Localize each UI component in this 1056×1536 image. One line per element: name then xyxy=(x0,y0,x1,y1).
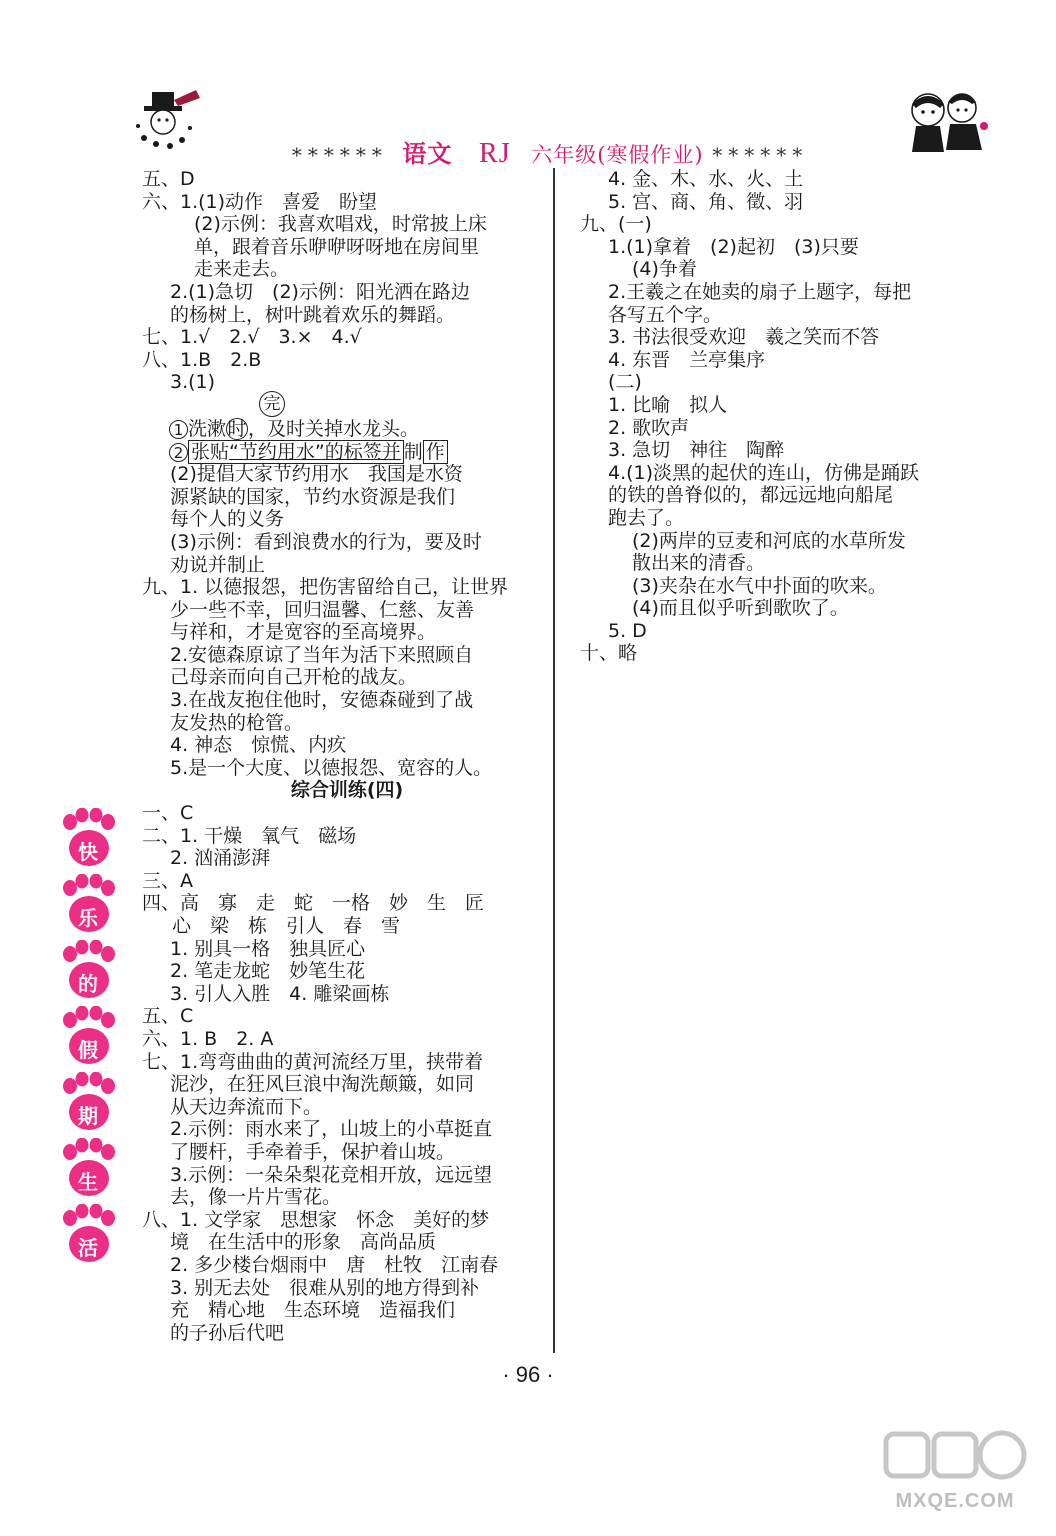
answer-line: 2.示例：雨水来了，山坡上的小草挺直 xyxy=(170,1118,493,1141)
page-number: · 96 · xyxy=(502,1362,554,1387)
paw-badge-char: 的 xyxy=(78,972,98,996)
figure-line-1 xyxy=(142,393,542,441)
column-divider xyxy=(553,168,555,1353)
left-answer-lines-2 xyxy=(142,463,542,1344)
answer-line: 己母亲而向自己开枪的战友。 xyxy=(170,666,418,689)
paw-badge xyxy=(58,940,118,1006)
answer-line: 3. 书法很受欢迎 羲之笑而不答 xyxy=(608,326,880,349)
answer-line: (4)而且似乎听到歌吹了。 xyxy=(632,597,849,620)
answer-line: 4.(1)淡黑的起伏的连山，仿佛是踊跃 xyxy=(608,461,920,484)
answer-line: 1. 比喻 拟人 xyxy=(608,393,728,416)
answer-line: 四、高 寡 走 蛇 一格 妙 生 匠 xyxy=(142,892,485,915)
paw-badge-char: 乐 xyxy=(78,906,98,930)
answer-line: 八、1. 文学家 思想家 怀念 美好的梦 xyxy=(142,1208,490,1231)
answer-line: 六、1. B 2. A xyxy=(142,1027,274,1050)
answer-line: 的杨树上，树叶跳着欢乐的舞蹈。 xyxy=(170,303,456,326)
side-badges xyxy=(58,808,128,1270)
answer-line: 3. 引人入胜 4. 雕梁画栋 xyxy=(170,982,390,1005)
answer-line: 4. 神态 惊慌、内疚 xyxy=(170,734,347,757)
answer-line: 友发热的枪管。 xyxy=(170,711,304,734)
answer-line: 九、1. 以德报怨，把伤害留给自己，让世界 xyxy=(142,576,509,599)
answer-line: (3)夹杂在水气中扑面的吹来。 xyxy=(632,574,887,597)
answer-line: 源紧缺的国家，节约水资源是我们 xyxy=(170,485,456,508)
figure-line-2 xyxy=(142,441,542,464)
answer-line: 2.(1)急切 (2)示例：阳光洒在路边 xyxy=(170,280,470,303)
answer-line: 七、1.√ 2.√ 3.× 4.√ xyxy=(142,326,362,349)
answer-line: 九、(一) xyxy=(580,213,652,236)
header-title xyxy=(230,134,870,170)
paw-badge-char: 生 xyxy=(78,1170,98,1194)
answer-line: 二、1. 干燥 氧气 磁场 xyxy=(142,824,357,847)
answer-line: 的子孙后代吧 xyxy=(170,1321,285,1344)
answer-line: 少一些不幸，回归温馨、仁慈、友善 xyxy=(170,598,475,621)
answer-line: (二) xyxy=(608,371,642,394)
answer-line: 从天边奔流而下。 xyxy=(170,1095,323,1118)
watermark-text: MXQE.COM xyxy=(895,1490,1015,1512)
snowman-decoration-icon xyxy=(130,86,210,156)
answer-line: 走来走去。 xyxy=(194,258,290,281)
answer-line: 劝说并制止 xyxy=(170,553,266,576)
figure-line2-text-c: 制 xyxy=(403,440,423,463)
answer-line: 五、D xyxy=(142,168,195,190)
section-title: 综合训练(四) xyxy=(290,779,404,802)
answer-line: 5. D xyxy=(608,619,647,642)
figure-underlined-text: “节约用水”的标签并 xyxy=(229,440,401,463)
answer-line: 3.(1) xyxy=(170,371,216,394)
answer-line: 去，像一片片雪花。 xyxy=(170,1186,342,1209)
paw-badge xyxy=(58,1138,118,1204)
paw-badge xyxy=(58,1006,118,1072)
figure-boxed-text xyxy=(188,440,404,464)
answer-line: 2. 笔走龙蛇 妙笔生花 xyxy=(170,960,366,983)
answer-line: 2.安德森原谅了当年为活下来照顾自 xyxy=(170,643,474,666)
answer-line: 了腰杆，手牵着手，保护着山坡。 xyxy=(170,1140,456,1163)
answer-line: 5.是一个大度、以德报怨、宽容的人。 xyxy=(170,756,493,779)
header-stars-right: ****** xyxy=(712,143,809,167)
answer-line: (2)两岸的豆麦和河底的水草所发 xyxy=(632,529,906,552)
answer-line: 3. 急切 神往 陶醉 xyxy=(608,439,785,462)
header-edition: RJ xyxy=(479,138,511,169)
answer-line: 心 梁 栋 引人 春 雪 xyxy=(172,915,401,937)
answer-line: 的铁的兽脊似的，都远远地向船尾 xyxy=(608,484,894,507)
answer-line: 七、1.弯弯曲曲的黄河流经万里，挟带着 xyxy=(142,1050,484,1073)
header-subject: 语文 xyxy=(402,139,453,168)
paw-badge xyxy=(58,1072,118,1138)
correction-mark: 完 xyxy=(259,391,285,417)
answer-line: 三、A xyxy=(142,869,193,892)
paw-badge-char: 活 xyxy=(78,1236,98,1260)
answer-line: 2. 汹涌澎湃 xyxy=(170,847,271,870)
answer-line: 1.(1)拿着 (2)起初 (3)只要 xyxy=(608,235,859,258)
header-grade: 六年级(寒假作业) xyxy=(531,143,704,167)
answer-line: 3. 别无去处 很难从别的地方得到补 xyxy=(170,1276,480,1299)
answer-line: 充 精心地 生态环境 造福我们 xyxy=(170,1299,456,1322)
right-answer-lines xyxy=(580,168,980,665)
answer-line: 2. 多少楼台烟雨中 唐 杜牧 江南春 xyxy=(170,1253,499,1276)
answer-line: 2.王羲之在她卖的扇子上题字，每把 xyxy=(608,280,912,303)
page-header xyxy=(0,86,1056,169)
watermark-logo-icon xyxy=(880,1420,1030,1490)
answer-line: 跑去了。 xyxy=(608,506,685,529)
answer-line: 1. 别具一格 独具匠心 xyxy=(170,937,366,960)
paw-badge xyxy=(58,808,118,874)
figure-line1-text-a: 洗漱 xyxy=(188,417,227,440)
kids-decoration-icon xyxy=(900,86,990,158)
answer-line: 各写五个字。 xyxy=(608,303,723,326)
answer-line: 境 在生活中的形象 高尚品质 xyxy=(170,1231,437,1254)
answer-line: 4. 金、木、水、火、土 xyxy=(608,168,804,190)
paw-badge-char: 假 xyxy=(78,1038,98,1062)
right-column xyxy=(580,168,980,665)
answer-line: 每个人的义务 xyxy=(170,508,285,531)
answer-line: (3)示例：看到浪费水的行为，要及时 xyxy=(170,530,482,553)
watermark xyxy=(880,1420,1030,1520)
answer-line: (4)争着 xyxy=(632,258,697,281)
left-answer-lines xyxy=(142,168,542,394)
answer-line: 2. 歌吹声 xyxy=(608,416,690,439)
paw-badge xyxy=(58,874,118,940)
paw-badge-char: 快 xyxy=(78,840,98,864)
figure-line2-text-a: 张贴 xyxy=(191,440,230,463)
answer-line: 泥沙，在狂风巨浪中淘洗颠簸，如同 xyxy=(170,1073,475,1096)
figure-circled-char: 时 xyxy=(227,418,247,441)
answer-line: (2)示例：我喜欢唱戏，时常披上床 xyxy=(194,213,487,236)
header-stars-left: ****** xyxy=(291,143,388,167)
answer-line: 3.示例：一朵朵梨花竞相开放，远远望 xyxy=(170,1163,493,1186)
answer-line: 与祥和，才是宽容的至高境界。 xyxy=(170,621,437,644)
answer-line: 单，跟着音乐咿咿呀呀地在房间里 xyxy=(194,235,480,258)
paw-badge-char: 期 xyxy=(78,1104,98,1128)
answer-line: 3.在战友抱住他时，安德森碰到了战 xyxy=(170,689,474,712)
answer-line: 八、1.B 2.B xyxy=(142,348,262,371)
answer-line: 5. 宫、商、角、徵、羽 xyxy=(608,190,804,213)
answer-line: 十、略 xyxy=(580,642,638,665)
answer-line: 散出来的清香。 xyxy=(632,552,766,575)
answer-line: (2)提倡大家节约用水 我国是水资 xyxy=(170,463,463,486)
paw-badge xyxy=(58,1204,118,1270)
answer-line: 五、C xyxy=(142,1005,194,1028)
circled-number-2: 2 xyxy=(169,443,188,462)
answer-line: 六、1.(1)动作 喜爱 盼望 xyxy=(142,190,378,213)
answer-line: 4. 东晋 兰亭集序 xyxy=(608,348,766,371)
answer-line: 一、C xyxy=(142,802,194,825)
figure-line1-text-b: ，及时关掉水龙头。 xyxy=(248,417,420,440)
left-column xyxy=(142,168,542,1344)
circled-number-1: 1 xyxy=(169,420,188,439)
figure-boxed-char: 作 xyxy=(423,440,448,464)
